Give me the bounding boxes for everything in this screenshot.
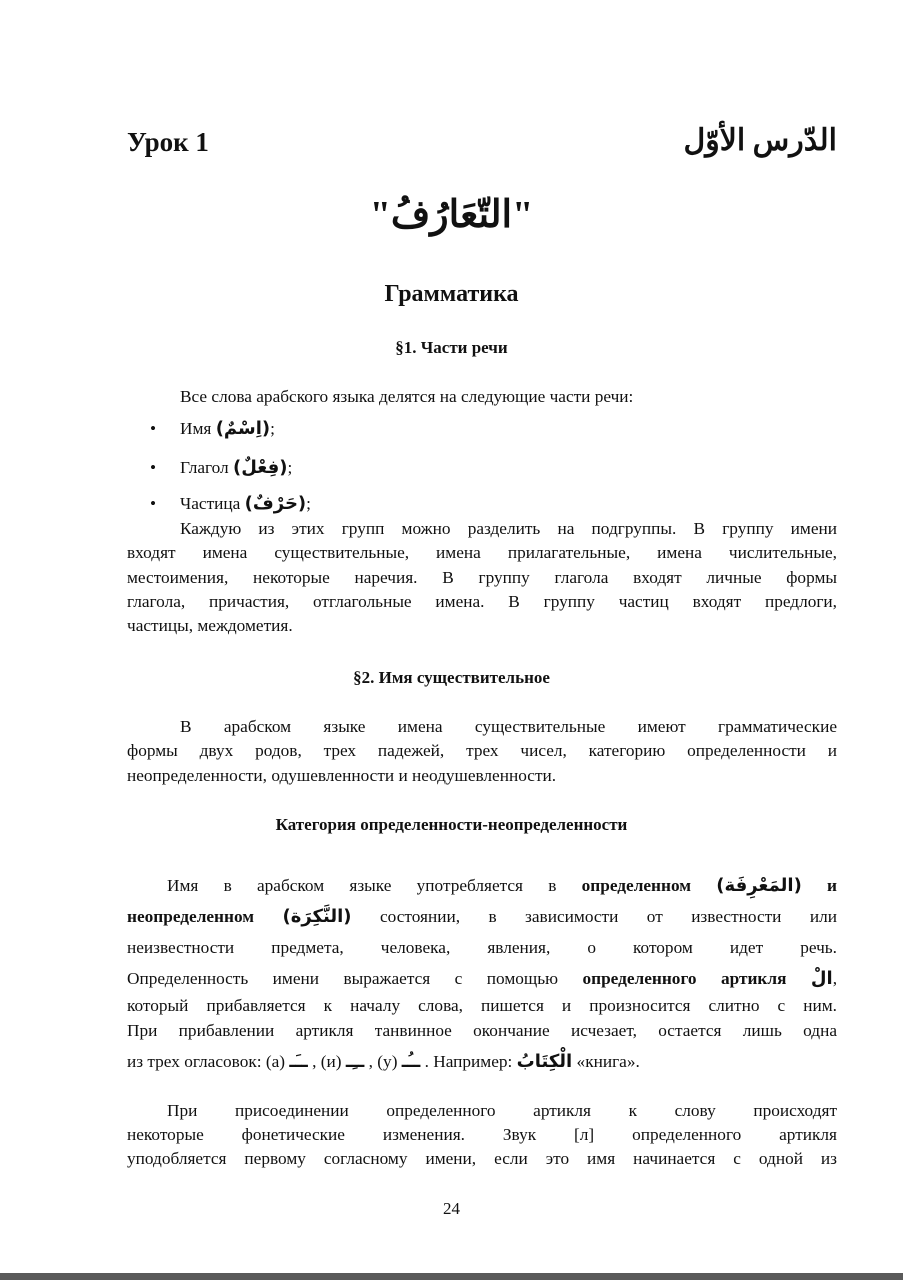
page-number: 24 <box>443 1199 460 1218</box>
section-1-heading: §1. Части речи <box>395 338 508 357</box>
paragraph-noun-forms: В арабском языке имена существительные имеют грамматические формы двух родов, трех падежей, трех чисел, категорию определенности и неопределенности, одушевленности и неодушевленности. <box>127 717 837 785</box>
paragraph-article-assimilation: При присоединении определенного артикля к слову происходят некоторые фонетические изменения. Звук [л] определенного артикля уподобляется первому согласному имени, если это имя начинается с одной из <box>127 1101 837 1168</box>
bullet-icon: • <box>150 494 157 513</box>
bullet-icon: • <box>150 419 157 438</box>
lesson-title-ru: Урок 1 <box>127 127 209 157</box>
category-heading: Категория определенности-неопределенности <box>275 815 628 834</box>
bottom-divider <box>0 1273 903 1280</box>
list-item: • Имя (اِسْمٌ); <box>150 418 275 439</box>
section-2-heading: §2. Имя существительное <box>353 668 550 687</box>
list-item: • Глагол (فِعْلٌ); <box>150 457 293 478</box>
lesson-topic-title: "التّعَارُفُ" <box>369 194 534 236</box>
paragraph-definiteness: Имя в арабском языке употребляется в определенном (المَعْرِفَة) и неопределенном (النَّكِرَة) состоянии, в зависимости от известности или неизвестности предмета, человека, явления, о котором идет речь. Определенность имени выражается с помощью определенного артикля الْ, который прибавляется к началу слова, пишется и произносится слитно с ним. При прибавлении артикля танвинное окончание исчезает, остается лишь одна из трех огласовок: (а) ــَـ , (и) ــِـ , (у) ــُـ . Например: الْكِتَابُ «книга». <box>127 875 838 1072</box>
lesson-title-ar: الدّرس الأوّل <box>683 124 837 157</box>
grammar-heading: Грамматика <box>384 281 519 307</box>
bullet-icon: • <box>150 458 157 477</box>
paragraph-parts-subgroups: Каждую из этих групп можно разделить на подгруппы. В группу имени входят имена существительные, имена прилагательные, имена числительные, местоимения, некоторые наречия. В группу глагола входят личные формы глагола, причастия, отглагольные имена. В группу частиц входят предлоги, частицы, междометия. <box>127 519 837 636</box>
list-item: • Частица (حَرْفٌ); <box>150 493 311 514</box>
parts-intro: Все слова арабского языка делятся на следующие части речи: <box>180 387 634 406</box>
